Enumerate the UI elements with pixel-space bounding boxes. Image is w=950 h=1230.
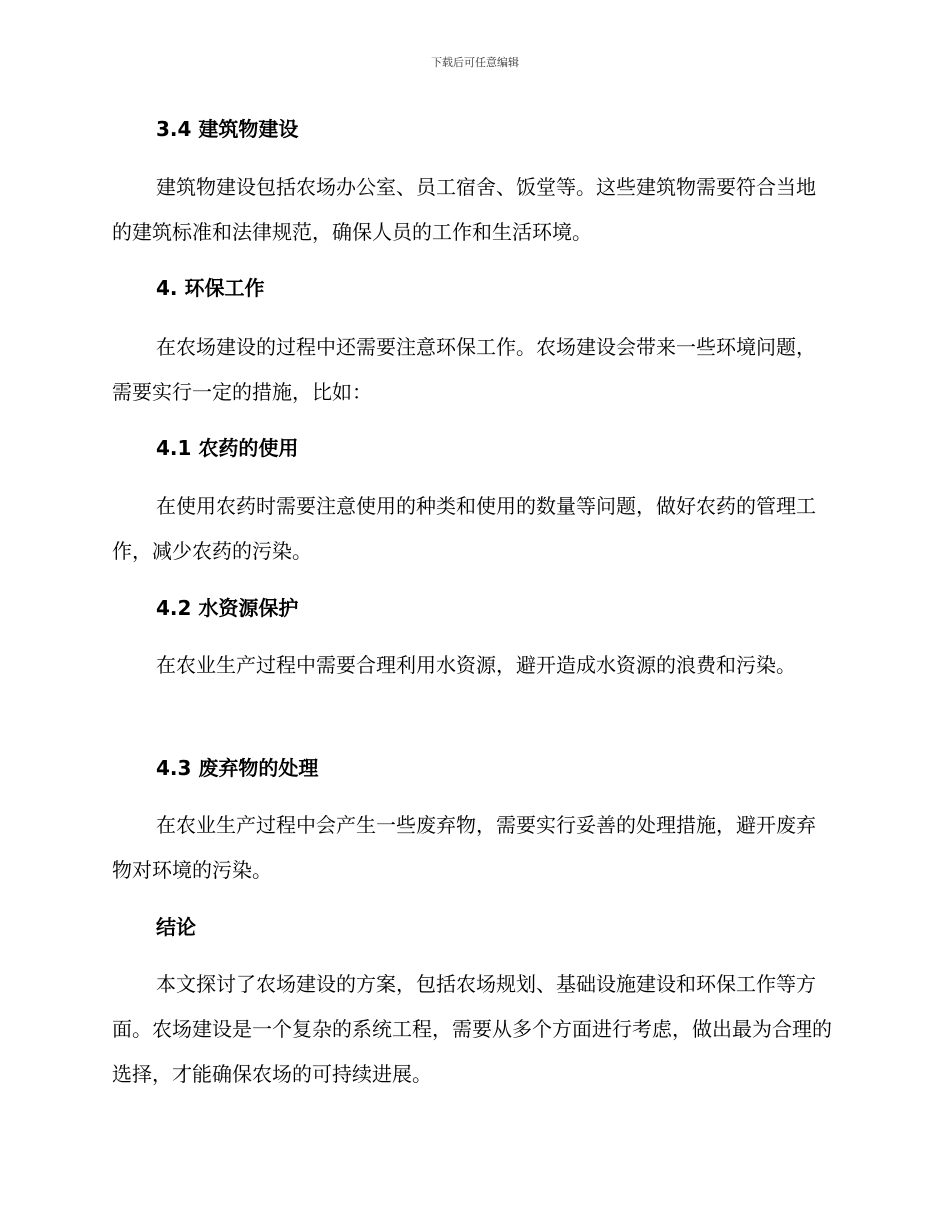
section-heading-4-2: 4.2 水资源保护 — [156, 596, 299, 620]
section-paragraph-4-3: 在农业生产过程中会产生一些废弃物，需要实行妥善的处理措施，避开废弃物对环境的污染。 — [112, 813, 816, 882]
section-paragraph-4: 在农场建设的过程中还需要注意环保工作。农场建设会带来一些环境问题，需要实行一定的措施，比如： — [112, 335, 816, 404]
section-heading-3-4: 3.4 建筑物建设 — [156, 117, 299, 141]
conclusion-heading: 结论 — [156, 915, 196, 939]
section-paragraph-4-2: 在农业生产过程中需要合理利用水资源，避开造成水资源的浪费和污染。 — [156, 653, 796, 677]
section-paragraph-3-4: 建筑物建设包括农场办公室、员工宿舍、饭堂等。这些建筑物需要符合当地的建筑标准和法律规范，确保人员的工作和生活环境。 — [112, 175, 816, 244]
page-header: 下载后可任意编辑 — [431, 56, 519, 69]
section-heading-4: 4. 环保工作 — [156, 276, 265, 300]
section-heading-4-1: 4.1 农药的使用 — [156, 436, 299, 460]
section-paragraph-4-1: 在使用农药时需要注意使用的种类和使用的数量等问题，做好农药的管理工作，减少农药的污染。 — [112, 494, 816, 563]
section-heading-4-3: 4.3 废弃物的处理 — [156, 756, 319, 780]
conclusion-paragraph: 本文探讨了农场建设的方案，包括农场规划、基础设施建设和环保工作等方面。农场建设是一个复杂的系统工程，需要从多个方面进行考虑，做出最为合理的选择，才能确保农场的可持续进展。 — [112, 972, 832, 1086]
